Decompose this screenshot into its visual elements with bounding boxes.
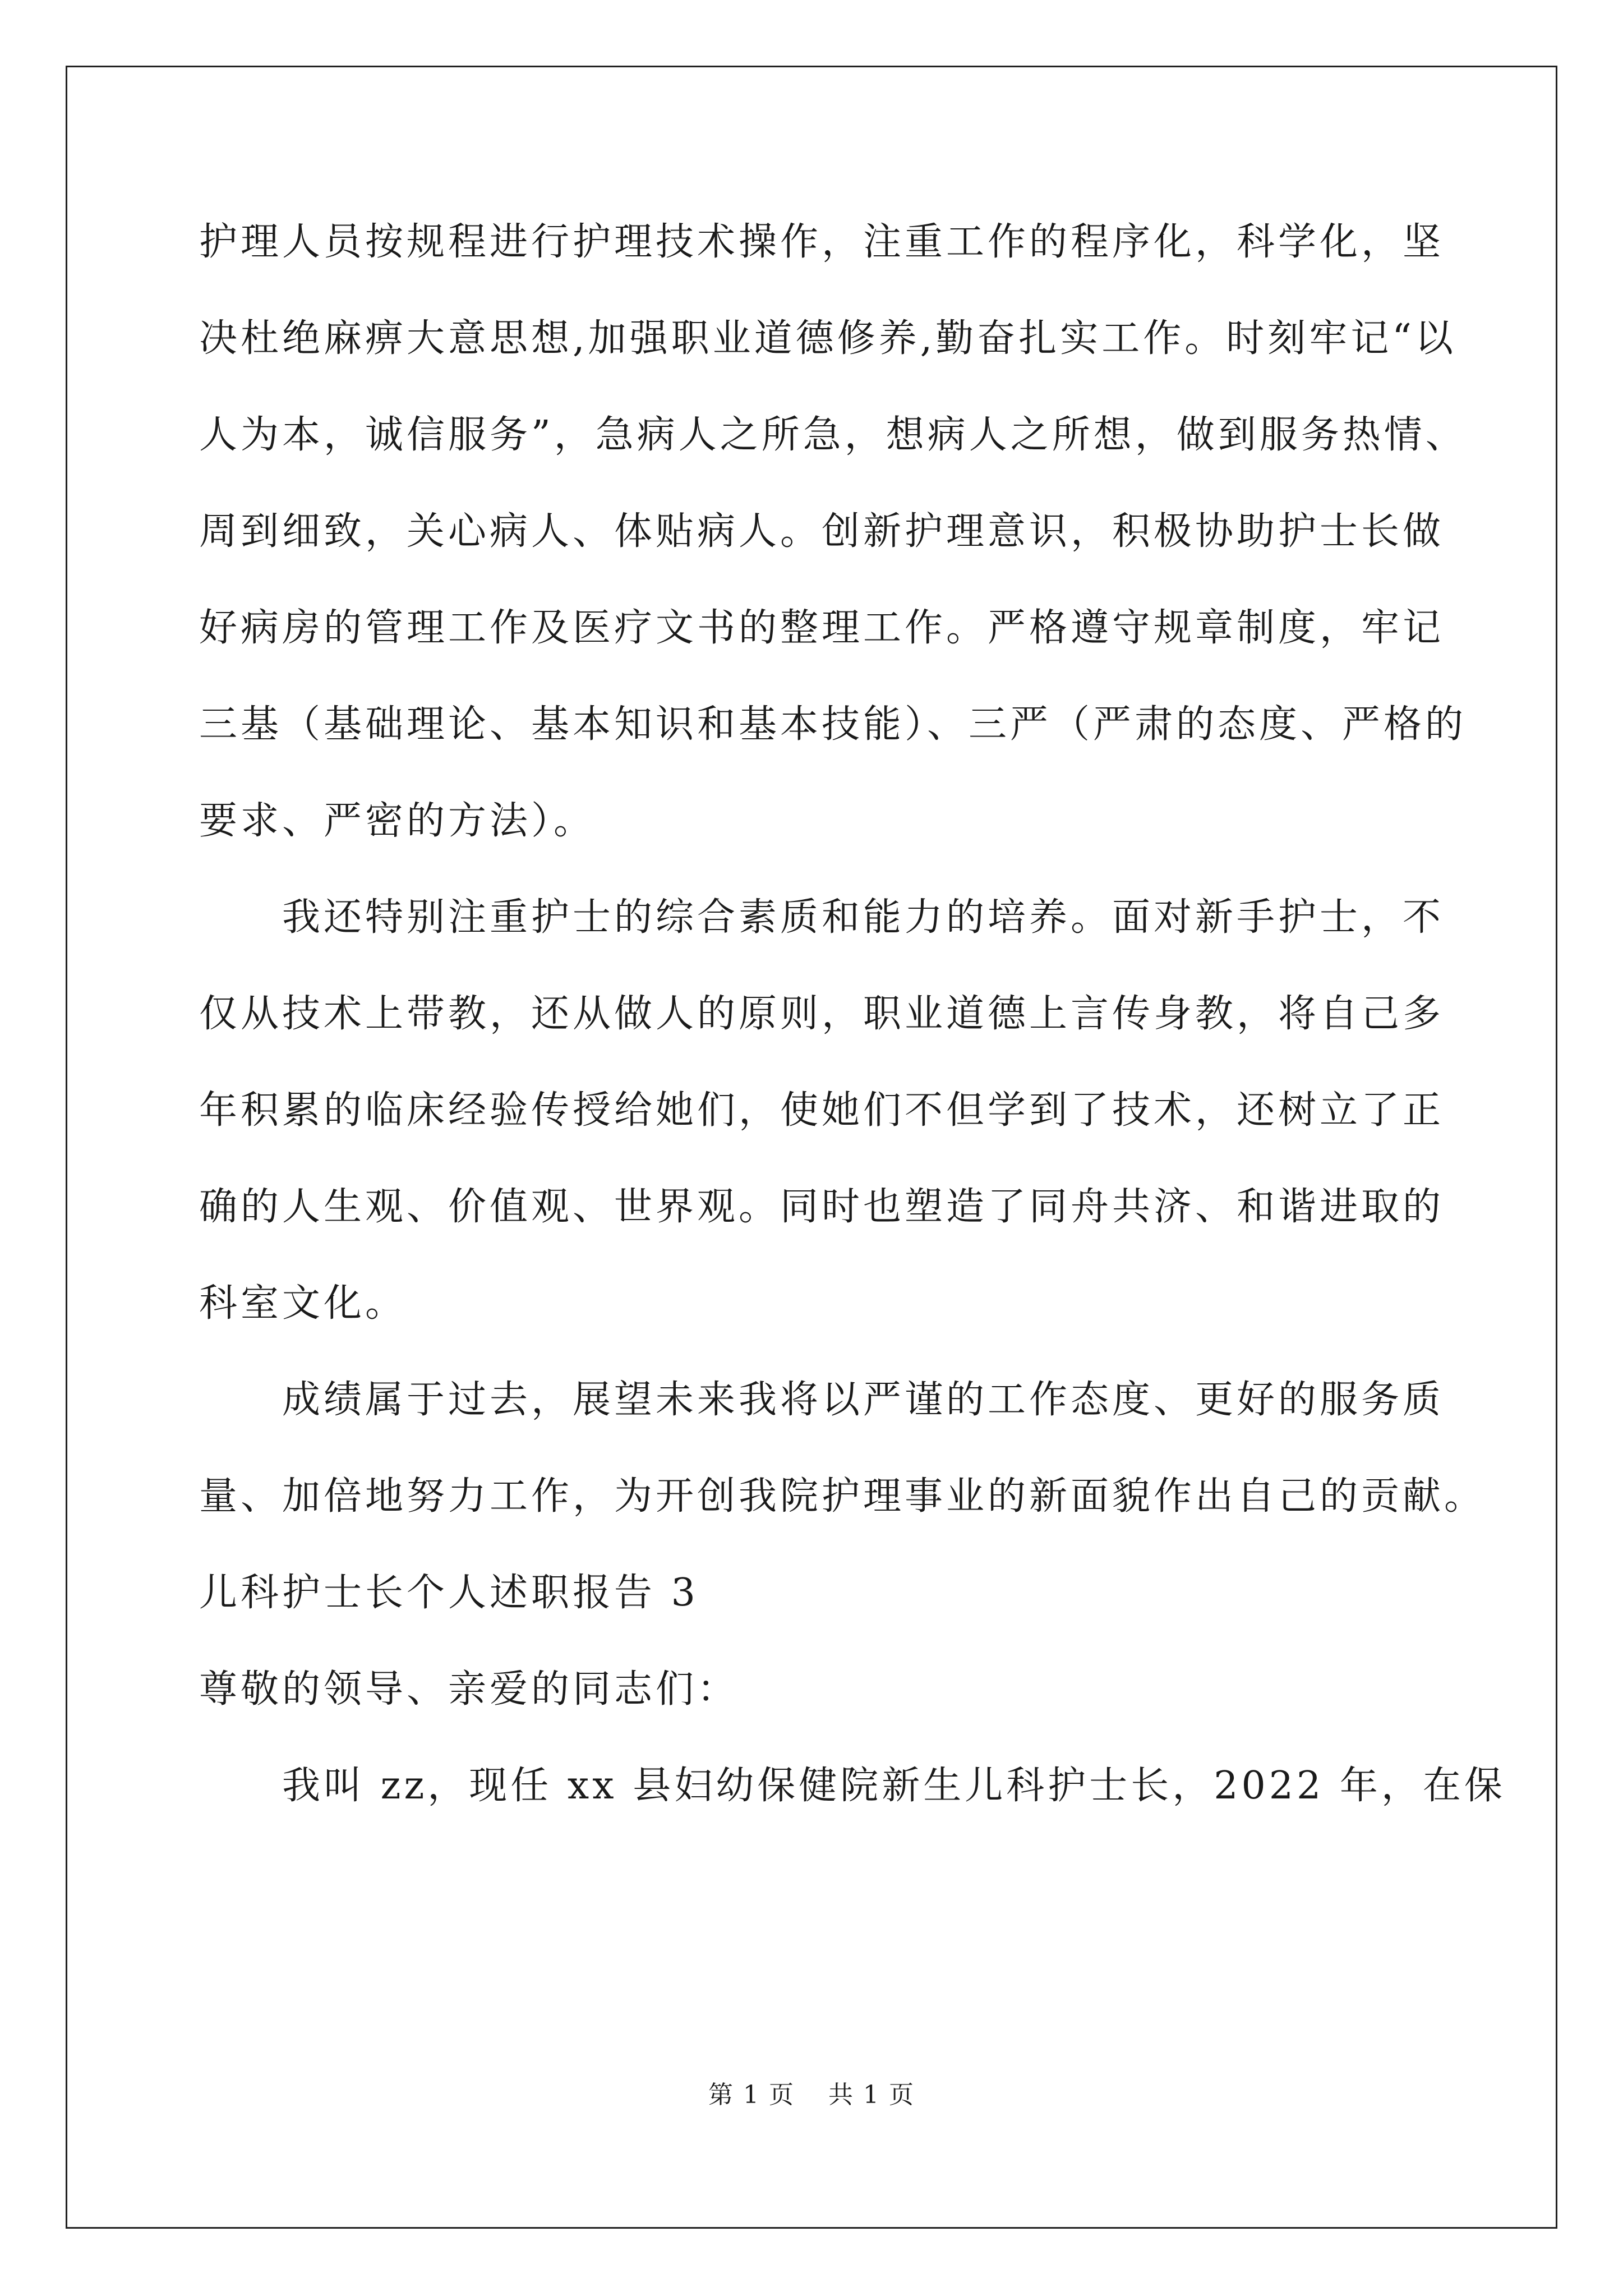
- text-line: 成绩属于过去，展望未来我将以严谨的工作态度、更好的服务质: [282, 1378, 1445, 1422]
- text-line: 量、加倍地努力工作，为开创我院护理事业的新面貌作出自己的贡献。: [199, 1474, 1486, 1519]
- text-line: 护理人员按规程进行护理技术操作，注重工作的程序化，科学化，坚: [199, 220, 1445, 264]
- text-line: 科室文化。: [199, 1281, 407, 1326]
- page-number: 第 1 页: [708, 2081, 795, 2109]
- section-heading: 儿科护士长个人述职报告 3: [199, 1571, 699, 1615]
- page-footer: [0, 2078, 1623, 2112]
- page-total: 共 1 页: [828, 2081, 915, 2109]
- text-line: 确的人生观、价值观、世界观。同时也塑造了同舟共济、和谐进取的: [199, 1185, 1445, 1229]
- text-line: 决杜绝麻痹大意思想,加强职业道德修养,勤奋扎实工作。时刻牢记“以: [199, 316, 1456, 361]
- text-line: 三基（基础理论、基本知识和基本技能）、三严（严肃的态度、严格的: [199, 702, 1467, 747]
- text-line: 要求、严密的方法）。: [199, 799, 596, 843]
- text-line: 年积累的临床经验传授给她们，使她们不但学到了技术，还树立了正: [199, 1088, 1445, 1133]
- document-body: [199, 214, 1506, 1855]
- text-line: 周到细致，关心病人、体贴病人。创新护理意识，积极协助护士长做: [199, 509, 1445, 554]
- salutation: 尊敬的领导、亲爱的同志们：: [199, 1667, 739, 1711]
- text-line: 好病房的管理工作及医疗文书的整理工作。严格遵守规章制度，牢记: [199, 606, 1445, 650]
- text-line: 我叫 zz，现任 xx 县妇幼保健院新生儿科护士长，2022 年，在保: [282, 1764, 1506, 1808]
- text-line: 人为本，诚信服务”，急病人之所急，想病人之所想，做到服务热情、: [199, 413, 1467, 457]
- text-line: 我还特别注重护士的综合素质和能力的培养。面对新手护士，不: [282, 895, 1445, 940]
- text-line: 仅从技术上带教，还从做人的原则，职业道德上言传身教，将自己多: [199, 992, 1445, 1036]
